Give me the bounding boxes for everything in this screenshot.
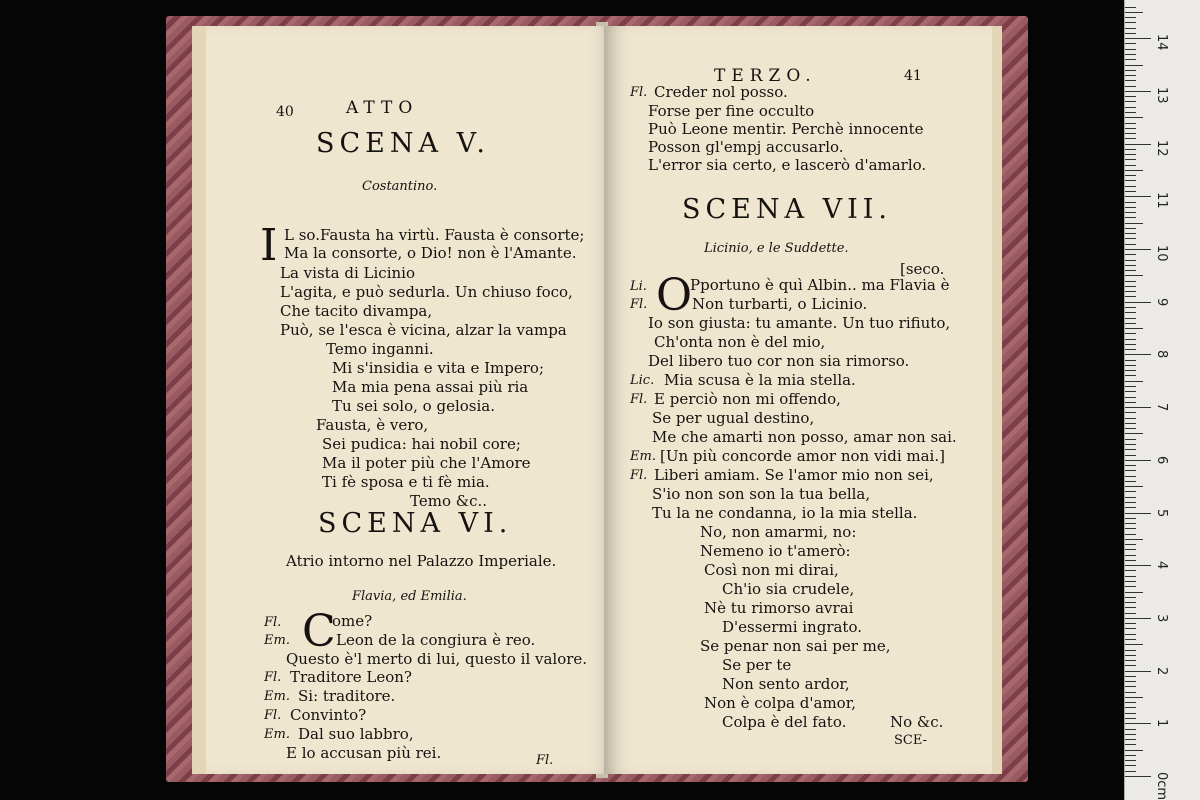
ruler-tick [1125,586,1136,587]
catchword-right: SCE- [894,733,927,748]
ruler-tick [1125,96,1136,97]
ruler-tick [1125,623,1136,624]
dialogue-line: Pportuno è quì Albin.. ma Flavia è [690,276,950,294]
ruler-tick [1125,117,1143,118]
dialogue-line: Liberi amiam. Se l'amor mio non sei, [654,466,934,484]
dialogue-line: Convinto? [290,706,367,724]
ruler-tick [1125,613,1136,614]
dialogue-line: Si: traditore. [298,687,396,705]
ruler-label: 2 [1154,666,1169,675]
drop-cap-i: I [260,220,278,271]
right-page [604,26,1002,774]
scene-title-vi: SCENA VI. [318,508,513,539]
ruler-tick [1125,407,1151,408]
verse-line: Ma la consorte, o Dio! non è l'Amante. [284,244,577,262]
ruler-tick [1125,175,1136,176]
ruler-tick [1125,397,1136,398]
ruler-tick [1125,486,1143,487]
ruler-tick [1125,549,1136,550]
scene-title-vii: SCENA VII. [682,194,892,225]
ruler-tick [1125,138,1136,139]
ruler-tick [1125,692,1136,693]
scene-v-cast: Costantino. [362,179,438,194]
ruler-tick [1125,49,1136,50]
ruler-tick [1125,744,1136,745]
ruler-tick [1125,412,1136,413]
scene-vi-setting: Atrio intorno nel Palazzo Imperiale. [286,552,557,570]
ruler-tick [1125,80,1136,81]
ruler-tick [1125,344,1136,345]
ruler-tick [1125,449,1136,450]
ruler-tick [1125,481,1136,482]
ruler-tick [1125,33,1136,34]
ruler-tick [1125,765,1136,766]
verse-line: Non è colpa d'amor, [704,694,856,712]
ruler-tick [1125,365,1136,366]
ruler-tick [1125,91,1151,92]
ruler-tick [1125,333,1136,334]
verse-line: Ti fè sposa e ti fè mia. [322,473,490,491]
ruler-tick [1125,375,1136,376]
ruler-tick [1125,671,1151,672]
ruler-tick [1125,291,1136,292]
dialogue-line: Tu la ne condanna, io la mia stella. [652,504,918,522]
ruler-tick [1125,180,1136,181]
ruler-tick [1125,70,1136,71]
speaker-label: Fl. [630,392,648,407]
ruler-label: 1 [1154,719,1169,728]
dialogue-line: L'error sia certo, e lascerò d'amarlo. [648,156,927,174]
ruler-tick [1125,391,1136,392]
ruler-tick [1125,423,1136,424]
ruler-tick [1125,7,1136,8]
ruler-label: 13 [1154,86,1169,104]
dialogue-line: Mia scusa è la mia stella. [664,371,856,389]
verse-line: Può, se l'esca è vicina, alzar la vampa [280,321,567,339]
ruler-tick [1125,107,1136,108]
ruler-tick [1125,196,1151,197]
ruler-tick [1125,676,1136,677]
ruler-tick [1125,202,1136,203]
speaker-label: Fl. [630,85,648,100]
ruler-tick [1125,349,1136,350]
dialogue-line: Dal suo labbro, [298,725,414,743]
ruler-tick [1125,260,1136,261]
ruler-tick [1125,439,1136,440]
ruler-tick [1125,428,1136,429]
verse-line: Se penar non sai per me, [700,637,891,655]
verse-line: Colpa è del fato. [722,713,847,731]
ruler-tick [1125,771,1136,772]
ruler-tick [1125,628,1136,629]
ruler-tick [1125,702,1136,703]
ruler-tick [1125,238,1136,239]
page-number-right: 41 [904,68,922,84]
dialogue-line: ome? [332,612,373,630]
ruler-tick [1125,729,1136,730]
speaker-label: Em. [264,727,290,742]
ruler-tick [1125,560,1136,561]
ruler-label: 14 [1154,34,1169,51]
scene-vi-cast: Flavia, ed Emilia. [352,589,467,604]
ruler-label: 4 [1154,561,1169,570]
ruler-tick [1125,28,1136,29]
verse-line: No, non amarmi, no: [700,523,857,541]
ruler-label: 5 [1154,508,1169,517]
ruler-tick [1125,555,1136,556]
scene-title-v: SCENA V. [316,128,490,159]
catchword-left: Fl. [536,753,554,768]
verse-line: La vista di Licinio [280,264,415,282]
ruler-tick [1125,101,1136,102]
ruler-tick [1125,228,1136,229]
ruler-tick [1125,312,1136,313]
ruler-tick [1125,275,1143,276]
ruler-tick [1125,433,1143,434]
ruler-tick [1125,38,1151,39]
ruler-label: 3 [1154,613,1169,623]
speaker-label: Fl. [264,670,282,685]
ruler-tick [1125,54,1136,55]
ruler-label: 8 [1154,350,1169,359]
ruler-tick [1125,665,1136,666]
speaker-label: Li. [630,279,647,294]
ruler-tick [1125,22,1136,23]
ruler-tick [1125,217,1136,218]
bracket-note: [seco. [900,260,945,278]
measuring-ruler [1124,0,1200,800]
ruler-tick [1125,565,1151,566]
ruler-tick [1125,296,1136,297]
ruler-tick [1125,12,1143,13]
ruler-tick [1125,618,1151,619]
ruler-tick [1125,318,1136,319]
dialogue-line: Me che amarti non posso, amar non sai. [652,428,957,446]
ruler-label: 10 [1154,245,1169,262]
ruler-label: 7 [1154,403,1169,412]
verse-line: Non sento ardor, [722,675,850,693]
ruler-tick [1125,681,1136,682]
ruler-tick [1125,112,1136,113]
ruler-tick [1125,491,1136,492]
ruler-tick [1125,523,1136,524]
ruler-tick [1125,354,1151,355]
dialogue-line: Traditore Leon? [290,668,412,686]
ruler-tick [1125,144,1151,145]
verse-line: Ch'io sia crudele, [722,580,855,598]
ruler-tick [1125,170,1143,171]
verse-line: Temo inganni. [326,340,434,358]
ruler-tick [1125,760,1136,761]
dialogue-line: Questo è'l merto di lui, questo il valore. [286,650,588,668]
ruler-tick [1125,270,1136,271]
ruler-tick [1125,159,1136,160]
ruler-label: 12 [1154,139,1169,157]
drop-cap-o: O [656,270,693,321]
ruler-tick [1125,123,1136,124]
ruler-label: 9 [1154,297,1169,306]
ruler-tick [1125,534,1136,535]
ruler-tick [1125,223,1143,224]
dialogue-line: Leon de la congiura è reo. [336,631,536,649]
ruler-tick [1125,581,1136,582]
ruler-tick [1125,528,1136,529]
ruler-label: 6 [1154,455,1169,465]
ruler-tick [1125,370,1136,371]
dialogue-line: Ch'onta non è del mio, [654,333,826,351]
ruler-tick [1125,328,1143,329]
ruler-tick [1125,544,1136,545]
running-head-right: TERZO. [714,66,817,86]
ruler-tick [1125,65,1143,66]
ruler-tick [1125,360,1136,361]
ruler-tick [1125,686,1136,687]
ruler-tick [1125,734,1136,735]
verse-line: Nè tu rimorso avrai [704,599,854,617]
dialogue-line: Io son giusta: tu amante. Un tuo rifiuto, [648,314,951,332]
ruler-tick [1125,86,1136,87]
ruler-tick [1125,755,1136,756]
ruler-tick [1125,307,1136,308]
ruler-tick [1125,402,1136,403]
ruler-tick [1125,518,1136,519]
ruler-tick [1125,597,1136,598]
verse-line: Fausta, è vero, [316,416,429,434]
ruler-tick [1125,776,1151,777]
verse-line: D'essermi ingrato. [722,618,862,636]
ruler-tick [1125,455,1136,456]
ruler-tick [1125,75,1136,76]
end-note: No &c. [890,713,944,731]
ruler-tick [1125,513,1151,514]
ruler-tick [1125,502,1136,503]
ruler-tick [1125,697,1143,698]
speaker-label: Lic. [630,373,655,388]
ruler-tick [1125,507,1136,508]
dialogue-line: Del libero tuo cor non sia rimorso. [648,352,910,370]
ruler-label: 0cm [1154,772,1169,800]
ruler-tick [1125,265,1136,266]
verse-line: Ma il poter più che l'Amore [322,454,531,472]
speaker-label: Fl. [264,615,282,630]
ruler-tick [1125,186,1136,187]
ruler-tick [1125,718,1136,719]
ruler-tick [1125,470,1136,471]
ruler-tick [1125,17,1136,18]
ruler-tick [1125,602,1136,603]
ruler-tick [1125,233,1136,234]
ruler-tick [1125,59,1136,60]
ruler-tick [1125,165,1136,166]
ruler-tick [1125,339,1136,340]
ruler-tick [1125,149,1136,150]
verse-line: Che tacito divampa, [280,302,433,320]
dialogue-line: Se per ugual destino, [652,409,815,427]
ruler-tick [1125,133,1136,134]
ruler-tick [1125,634,1136,635]
ruler-tick [1125,570,1136,571]
verse-line: Nemeno io t'amerò: [700,542,851,560]
ruler-tick [1125,713,1136,714]
ruler-tick [1125,660,1136,661]
left-page [192,26,616,774]
ruler-tick [1125,418,1136,419]
ruler-tick [1125,323,1136,324]
ruler-tick [1125,154,1136,155]
running-head-left: ATTO [346,98,419,118]
verse-line: Così non mi dirai, [704,561,839,579]
dialogue-line: Posson gl'empj accusarlo. [648,138,844,156]
dialogue-line: Non turbarti, o Licinio. [692,295,868,313]
ruler-tick [1125,476,1136,477]
ruler-tick [1125,750,1143,751]
ruler-tick [1125,592,1143,593]
verse-line: L'agita, e può sedurla. Un chiuso foco, [280,283,573,301]
ruler-tick [1125,739,1136,740]
speaker-label: Em. [264,633,290,648]
dialogue-line: E perciò non mi offendo, [654,390,841,408]
dialogue-line: E lo accusan più rei. [286,744,442,762]
ruler-tick [1125,539,1143,540]
ruler-tick [1125,286,1136,287]
ruler-tick [1125,576,1136,577]
speaker-label: Fl. [630,468,648,483]
ruler-tick [1125,128,1136,129]
ruler-tick [1125,607,1136,608]
ruler-tick [1125,460,1151,461]
verse-line: Tu sei solo, o gelosia. [332,397,495,415]
dialogue-line: Forse per fine occulto [648,102,815,120]
verse-line: Sei pudica: hai nobil core; [322,435,521,453]
verse-line: Mi s'insidia e vita e Impero; [332,359,544,377]
dialogue-line: [Un più concorde amor non vidi mai.] [660,447,945,465]
ruler-tick [1125,302,1151,303]
verse-line: Temo &c.. [410,492,488,510]
ruler-tick [1125,723,1151,724]
speaker-label: Em. [264,689,290,704]
page-number-left: 40 [276,104,294,120]
ruler-tick [1125,386,1136,387]
ruler-tick [1125,465,1136,466]
ruler-tick [1125,639,1136,640]
speaker-label: Em. [630,449,656,464]
scene-vii-cast: Licinio, e le Suddette. [704,241,849,256]
ruler-tick [1125,212,1136,213]
ruler-tick [1125,191,1136,192]
verse-line: Se per te [722,656,792,674]
speaker-label: Fl. [630,297,648,312]
ruler-tick [1125,43,1136,44]
ruler-tick [1125,244,1136,245]
ruler-tick [1125,497,1136,498]
ruler-tick [1125,655,1136,656]
dialogue-line: S'io non son son la tua bella, [652,485,871,503]
speaker-label: Fl. [264,708,282,723]
ruler-tick [1125,281,1136,282]
ruler-tick [1125,254,1136,255]
ruler-tick [1125,207,1136,208]
ruler-tick [1125,444,1136,445]
ruler-tick [1125,381,1143,382]
ruler-label: 11 [1154,192,1169,209]
ruler-tick [1125,650,1136,651]
dialogue-line: Può Leone mentir. Perchè innocente [648,120,924,138]
ruler-tick [1125,249,1151,250]
ruler-tick [1125,644,1143,645]
drop-cap-c: C [302,606,336,657]
ruler-tick [1125,707,1136,708]
verse-line: Ma mia pena assai più ria [332,378,529,396]
dialogue-line: Creder nol posso. [654,83,788,101]
verse-line: L so.Fausta ha virtù. Fausta è consorte; [284,226,585,244]
